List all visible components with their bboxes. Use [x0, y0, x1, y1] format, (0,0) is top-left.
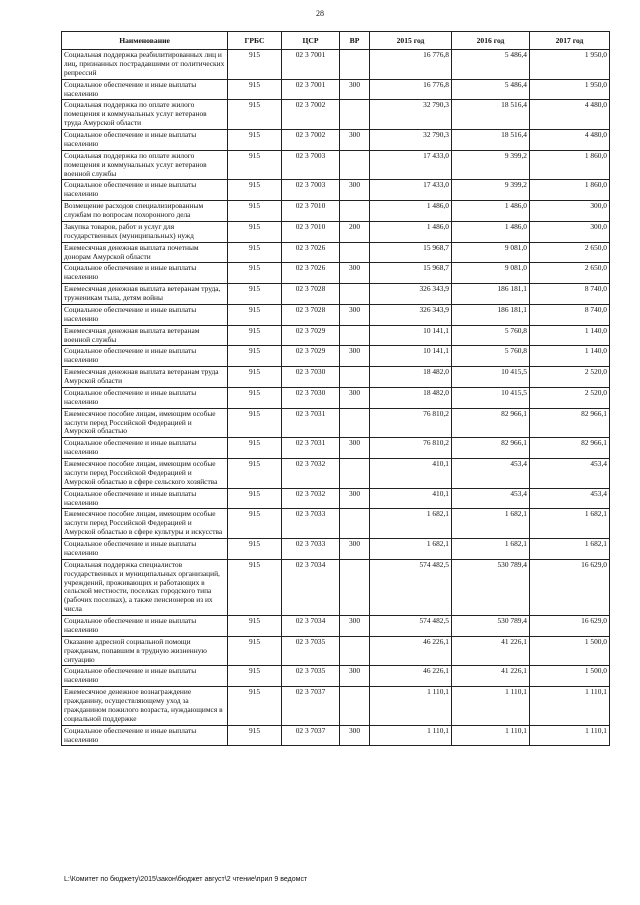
cell-2016: 186 181,1	[452, 304, 530, 325]
table-row	[62, 509, 610, 539]
cell-vr: 300	[340, 304, 370, 325]
cell-grbs: 915	[228, 284, 282, 305]
table-row	[62, 459, 610, 489]
cell-vr	[340, 367, 370, 388]
cell-csr: 02 3 7034	[282, 559, 340, 615]
cell-vr: 300	[340, 438, 370, 459]
cell-2015: 326 343,9	[370, 304, 452, 325]
cell-name: Социальное обеспечение и иные выплаты населению	[62, 616, 228, 637]
cell-2017: 1 140,0	[530, 346, 610, 367]
table-row	[62, 387, 610, 408]
cell-vr	[340, 559, 370, 615]
cell-vr: 300	[340, 725, 370, 746]
table-row	[62, 304, 610, 325]
cell-2017: 1 110,1	[530, 725, 610, 746]
table-header-row	[62, 32, 610, 50]
cell-csr: 02 3 7037	[282, 725, 340, 746]
cell-2015: 10 141,1	[370, 325, 452, 346]
cell-name: Ежемесячная денежная выплата ветеранам военной службы	[62, 325, 228, 346]
cell-grbs: 915	[228, 263, 282, 284]
cell-2015: 1 682,1	[370, 509, 452, 539]
table-row	[62, 559, 610, 615]
cell-2017: 16 629,0	[530, 616, 610, 637]
cell-name: Социальное обеспечение и иные выплаты населению	[62, 387, 228, 408]
cell-2016: 5 486,4	[452, 79, 530, 100]
cell-name: Социальное обеспечение и иные выплаты населению	[62, 488, 228, 509]
cell-2016: 530 789,4	[452, 559, 530, 615]
cell-2017: 16 629,0	[530, 559, 610, 615]
cell-grbs: 915	[228, 387, 282, 408]
page-number: 28	[316, 9, 324, 18]
cell-2015: 17 433,0	[370, 180, 452, 201]
cell-grbs: 915	[228, 408, 282, 438]
cell-vr	[340, 100, 370, 130]
cell-vr	[340, 408, 370, 438]
cell-grbs: 915	[228, 559, 282, 615]
cell-csr: 02 3 7033	[282, 509, 340, 539]
cell-vr	[340, 201, 370, 222]
cell-grbs: 915	[228, 509, 282, 539]
table-row	[62, 539, 610, 560]
footer-path: L:\Комитет по бюджету\2015\закон\бюджет август\2 чтение\прил 9 ведомст	[64, 876, 308, 883]
cell-2017: 1 110,1	[530, 687, 610, 726]
cell-2015: 574 482,5	[370, 559, 452, 615]
cell-grbs: 915	[228, 100, 282, 130]
cell-csr: 02 3 7031	[282, 438, 340, 459]
cell-2015: 15 968,7	[370, 242, 452, 263]
table-row	[62, 180, 610, 201]
header-2016: 2016 год	[452, 32, 530, 50]
cell-2016: 82 966,1	[452, 408, 530, 438]
cell-name: Социальное обеспечение и иные выплаты населению	[62, 180, 228, 201]
cell-2016: 9 399,2	[452, 150, 530, 180]
cell-csr: 02 3 7029	[282, 325, 340, 346]
cell-grbs: 915	[228, 180, 282, 201]
cell-grbs: 915	[228, 459, 282, 489]
cell-2017: 1 950,0	[530, 50, 610, 80]
cell-csr: 02 3 7030	[282, 387, 340, 408]
cell-2015: 15 968,7	[370, 263, 452, 284]
cell-2016: 530 789,4	[452, 616, 530, 637]
cell-vr	[340, 325, 370, 346]
cell-2016: 453,4	[452, 459, 530, 489]
cell-2015: 46 226,1	[370, 666, 452, 687]
cell-name: Социальное обеспечение и иные выплаты населению	[62, 346, 228, 367]
cell-name: Ежемесячное денежное вознаграждение гражданину, осуществляющему уход за гражданином пожилого возраста, нуждающимся в социальной поддержке	[62, 687, 228, 726]
cell-2017: 8 740,0	[530, 284, 610, 305]
cell-csr: 02 3 7035	[282, 636, 340, 666]
table-row	[62, 666, 610, 687]
cell-2015: 16 776,8	[370, 79, 452, 100]
cell-2016: 9 081,0	[452, 263, 530, 284]
cell-name: Социальное обеспечение и иные выплаты населению	[62, 304, 228, 325]
cell-vr: 300	[340, 79, 370, 100]
cell-2017: 4 480,0	[530, 100, 610, 130]
cell-vr	[340, 459, 370, 489]
cell-vr: 200	[340, 221, 370, 242]
cell-grbs: 915	[228, 150, 282, 180]
cell-2017: 2 520,0	[530, 367, 610, 388]
cell-vr: 300	[340, 263, 370, 284]
cell-grbs: 915	[228, 325, 282, 346]
cell-2016: 18 516,4	[452, 100, 530, 130]
cell-2017: 1 500,0	[530, 666, 610, 687]
cell-2016: 82 966,1	[452, 438, 530, 459]
cell-name: Социальное обеспечение и иные выплаты населению	[62, 539, 228, 560]
cell-2016: 18 516,4	[452, 130, 530, 151]
table-body	[62, 50, 610, 746]
cell-name: Социальное обеспечение и иные выплаты населению	[62, 263, 228, 284]
cell-csr: 02 3 7030	[282, 367, 340, 388]
cell-2015: 1 682,1	[370, 539, 452, 560]
cell-2017: 1 682,1	[530, 509, 610, 539]
cell-2017: 2 520,0	[530, 387, 610, 408]
cell-csr: 02 3 7003	[282, 150, 340, 180]
cell-csr: 02 3 7010	[282, 221, 340, 242]
cell-2017: 300,0	[530, 221, 610, 242]
table-row	[62, 408, 610, 438]
cell-2015: 1 486,0	[370, 221, 452, 242]
cell-2015: 1 110,1	[370, 687, 452, 726]
table-row	[62, 150, 610, 180]
cell-name: Оказание адресной социальной помощи гражданам, попавшим в трудную жизненную ситуацию	[62, 636, 228, 666]
cell-2017: 82 966,1	[530, 408, 610, 438]
cell-name: Ежемесячная денежная выплата ветеранам труда Амурской области	[62, 367, 228, 388]
cell-2015: 16 776,8	[370, 50, 452, 80]
cell-name: Социальная поддержка специалистов государственных и муниципальных организаций, учреждений, проживающих и работающих в сельской местности, поселках городского типа (рабочих поселках), а также пенсионеров из их числа	[62, 559, 228, 615]
cell-2015: 76 810,2	[370, 408, 452, 438]
cell-2017: 1 682,1	[530, 539, 610, 560]
table-row	[62, 50, 610, 80]
cell-2016: 5 760,8	[452, 346, 530, 367]
cell-2017: 1 860,0	[530, 150, 610, 180]
cell-name: Ежемесячное пособие лицам, имеющим особые заслуги перед Российской Федерацией и Амурской областью в сфере сельского хозяйства	[62, 459, 228, 489]
cell-csr: 02 3 7033	[282, 539, 340, 560]
cell-vr	[340, 636, 370, 666]
cell-2017: 1 500,0	[530, 636, 610, 666]
cell-grbs: 915	[228, 79, 282, 100]
cell-2015: 326 343,9	[370, 284, 452, 305]
cell-2015: 1 486,0	[370, 201, 452, 222]
cell-2016: 186 181,1	[452, 284, 530, 305]
cell-2016: 1 486,0	[452, 221, 530, 242]
cell-csr: 02 3 7002	[282, 130, 340, 151]
cell-csr: 02 3 7003	[282, 180, 340, 201]
cell-grbs: 915	[228, 666, 282, 687]
cell-vr	[340, 687, 370, 726]
cell-2015: 32 790,3	[370, 100, 452, 130]
cell-2015: 18 482,0	[370, 387, 452, 408]
cell-vr: 300	[340, 539, 370, 560]
cell-grbs: 915	[228, 304, 282, 325]
cell-2016: 1 486,0	[452, 201, 530, 222]
cell-vr: 300	[340, 130, 370, 151]
cell-grbs: 915	[228, 636, 282, 666]
cell-grbs: 915	[228, 201, 282, 222]
table-row	[62, 263, 610, 284]
cell-2017: 300,0	[530, 201, 610, 222]
cell-2016: 10 415,5	[452, 367, 530, 388]
cell-2015: 10 141,1	[370, 346, 452, 367]
table-row	[62, 687, 610, 726]
cell-name: Социальная поддержка по оплате жилого помещения и коммунальных услуг ветеранов труда Амурской области	[62, 100, 228, 130]
cell-2017: 2 650,0	[530, 263, 610, 284]
cell-grbs: 915	[228, 725, 282, 746]
table-row	[62, 242, 610, 263]
cell-csr: 02 3 7037	[282, 687, 340, 726]
cell-2016: 453,4	[452, 488, 530, 509]
cell-2016: 5 486,4	[452, 50, 530, 80]
table-row	[62, 725, 610, 746]
cell-vr	[340, 284, 370, 305]
cell-csr: 02 3 7010	[282, 201, 340, 222]
cell-vr: 300	[340, 616, 370, 637]
cell-2015: 32 790,3	[370, 130, 452, 151]
cell-2016: 5 760,8	[452, 325, 530, 346]
cell-name: Социальное обеспечение и иные выплаты населению	[62, 725, 228, 746]
cell-csr: 02 3 7028	[282, 284, 340, 305]
cell-2016: 41 226,1	[452, 666, 530, 687]
cell-vr	[340, 242, 370, 263]
header-2015: 2015 год	[370, 32, 452, 50]
cell-2017: 2 650,0	[530, 242, 610, 263]
cell-2016: 41 226,1	[452, 636, 530, 666]
cell-vr: 300	[340, 180, 370, 201]
cell-grbs: 915	[228, 367, 282, 388]
header-name: Наименование	[62, 32, 228, 50]
cell-2015: 410,1	[370, 459, 452, 489]
cell-vr	[340, 50, 370, 80]
cell-name: Ежемесячное пособие лицам, имеющим особые заслуги перед Российской Федерацией и Амурской областью	[62, 408, 228, 438]
cell-vr: 300	[340, 488, 370, 509]
cell-2016: 1 110,1	[452, 725, 530, 746]
cell-grbs: 915	[228, 616, 282, 637]
header-csr: ЦСР	[282, 32, 340, 50]
cell-name: Ежемесячная денежная выплата почетным донорам Амурской области	[62, 242, 228, 263]
cell-2015: 17 433,0	[370, 150, 452, 180]
cell-2017: 1 950,0	[530, 79, 610, 100]
cell-name: Социальная поддержка по оплате жилого помещения и коммунальных услуг ветеранов военной службы	[62, 150, 228, 180]
cell-2017: 8 740,0	[530, 304, 610, 325]
header-2017: 2017 год	[530, 32, 610, 50]
cell-csr: 02 3 7001	[282, 50, 340, 80]
cell-csr: 02 3 7026	[282, 263, 340, 284]
cell-grbs: 915	[228, 488, 282, 509]
cell-vr	[340, 509, 370, 539]
cell-grbs: 915	[228, 539, 282, 560]
cell-name: Социальное обеспечение и иные выплаты населению	[62, 438, 228, 459]
cell-vr: 300	[340, 387, 370, 408]
cell-2016: 9 081,0	[452, 242, 530, 263]
cell-name: Ежемесячное пособие лицам, имеющим особые заслуги перед Российской Федерацией и Амурской областью в сфере культуры и искусства	[62, 509, 228, 539]
cell-name: Закупка товаров, работ и услуг для государственных (муниципальных) нужд	[62, 221, 228, 242]
table-row	[62, 438, 610, 459]
cell-csr: 02 3 7001	[282, 79, 340, 100]
cell-name: Возмещение расходов специализированным службам по вопросам похоронного дела	[62, 201, 228, 222]
cell-2016: 9 399,2	[452, 180, 530, 201]
cell-2015: 574 482,5	[370, 616, 452, 637]
budget-table	[61, 31, 610, 746]
table-row	[62, 367, 610, 388]
cell-2017: 82 966,1	[530, 438, 610, 459]
table-row	[62, 325, 610, 346]
table-row	[62, 221, 610, 242]
cell-csr: 02 3 7032	[282, 459, 340, 489]
cell-2016: 1 110,1	[452, 687, 530, 726]
cell-vr: 300	[340, 346, 370, 367]
cell-grbs: 915	[228, 50, 282, 80]
cell-name: Социальное обеспечение и иные выплаты населению	[62, 79, 228, 100]
cell-vr	[340, 150, 370, 180]
cell-grbs: 915	[228, 438, 282, 459]
cell-grbs: 915	[228, 242, 282, 263]
cell-csr: 02 3 7032	[282, 488, 340, 509]
table-row	[62, 130, 610, 151]
cell-name: Социальное обеспечение и иные выплаты населению	[62, 666, 228, 687]
cell-csr: 02 3 7029	[282, 346, 340, 367]
cell-2017: 453,4	[530, 488, 610, 509]
table-row	[62, 284, 610, 305]
cell-name: Социальная поддержка реабилитированных лиц и лиц, признанных пострадавшими от политических репрессий	[62, 50, 228, 80]
cell-grbs: 915	[228, 130, 282, 151]
cell-2016: 1 682,1	[452, 539, 530, 560]
header-vr: ВР	[340, 32, 370, 50]
cell-csr: 02 3 7028	[282, 304, 340, 325]
cell-2015: 410,1	[370, 488, 452, 509]
cell-2017: 1 140,0	[530, 325, 610, 346]
cell-csr: 02 3 7034	[282, 616, 340, 637]
cell-2017: 453,4	[530, 459, 610, 489]
header-grbs: ГРБС	[228, 32, 282, 50]
cell-grbs: 915	[228, 346, 282, 367]
cell-2016: 10 415,5	[452, 387, 530, 408]
cell-csr: 02 3 7035	[282, 666, 340, 687]
table-row	[62, 346, 610, 367]
cell-2017: 1 860,0	[530, 180, 610, 201]
cell-vr: 300	[340, 666, 370, 687]
cell-2017: 4 480,0	[530, 130, 610, 151]
table-row	[62, 488, 610, 509]
cell-csr: 02 3 7002	[282, 100, 340, 130]
cell-2015: 18 482,0	[370, 367, 452, 388]
cell-2016: 1 682,1	[452, 509, 530, 539]
table-row	[62, 100, 610, 130]
cell-grbs: 915	[228, 221, 282, 242]
cell-csr: 02 3 7031	[282, 408, 340, 438]
table-row	[62, 79, 610, 100]
cell-grbs: 915	[228, 687, 282, 726]
cell-2015: 76 810,2	[370, 438, 452, 459]
cell-name: Социальное обеспечение и иные выплаты населению	[62, 130, 228, 151]
table-row	[62, 636, 610, 666]
cell-name: Ежемесячная денежная выплата ветеранам труда, труженикам тыла, детям войны	[62, 284, 228, 305]
cell-2015: 46 226,1	[370, 636, 452, 666]
table-row	[62, 616, 610, 637]
cell-csr: 02 3 7026	[282, 242, 340, 263]
table-row	[62, 201, 610, 222]
cell-2015: 1 110,1	[370, 725, 452, 746]
